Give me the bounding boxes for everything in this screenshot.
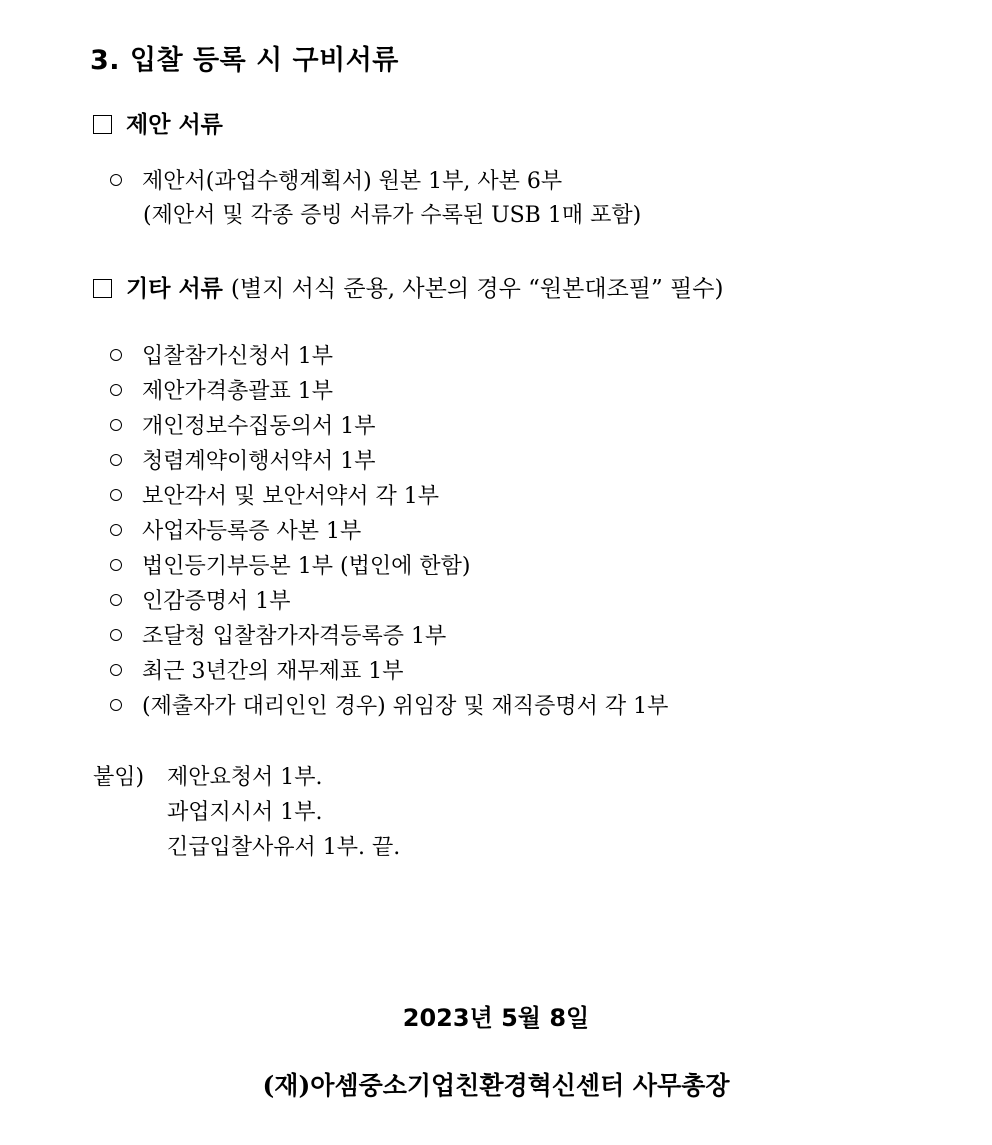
attachment-line: 긴급입찰사유서 1부. 끝. [167,835,401,860]
list-item: 제안서(과업수행계획서) 원본 1부, 사본 6부 [110,164,562,195]
list-item: 사업자등록증 사본 1부 [110,514,361,545]
circle-bullet-icon [110,349,122,361]
circle-bullet-icon [110,174,122,186]
document-date: 2023년 5월 8일 [402,1004,590,1032]
section-heading-label: 기타 서류 [126,275,223,302]
section-heading-other [93,270,723,303]
circle-bullet-icon [110,454,122,466]
list-item: 청렴계약이행서약서 1부 [110,444,376,475]
section-note: (별지 서식 준용, 사본의 경우 “원본대조필” 필수) [230,276,724,302]
circle-bullet-icon [110,559,122,571]
section-heading-label: 제안 서류 [126,111,223,138]
checkbox-square-icon [93,115,112,134]
circle-bullet-icon [110,664,122,676]
list-item: 조달청 입찰참가자격등록증 1부 [110,619,446,650]
circle-bullet-icon [110,594,122,606]
page-title: 3. 입찰 등록 시 구비서류 [90,45,399,76]
circle-bullet-icon [110,489,122,501]
circle-bullet-icon [110,384,122,396]
attachments-label: 붙임) [93,765,145,790]
list-item-continuation: (제안서 및 각종 증빙 서류가 수록된 USB 1매 포함) [143,203,642,228]
list-item: 제안가격총괄표 1부 [110,374,333,405]
attachment-line: 과업지시서 1부. [167,800,323,825]
list-item: 인감증명서 1부 [110,584,291,615]
circle-bullet-icon [110,524,122,536]
circle-bullet-icon [110,699,122,711]
list-item: 법인등기부등본 1부 (법인에 한함) [110,549,470,580]
issuer-signature: (재)아셈중소기업친환경혁신센터 사무총장 [262,1071,730,1100]
section-heading-proposal [93,106,223,139]
attachment-line: 제안요청서 1부. [167,765,323,790]
list-item: 개인정보수집동의서 1부 [110,409,376,440]
list-item: 최근 3년간의 재무제표 1부 [110,654,404,685]
checkbox-square-icon [93,279,112,298]
circle-bullet-icon [110,419,122,431]
list-item: (제출자가 대리인인 경우) 위임장 및 재직증명서 각 1부 [110,689,668,720]
list-item: 보안각서 및 보안서약서 각 1부 [110,479,439,510]
circle-bullet-icon [110,629,122,641]
list-item: 입찰참가신청서 1부 [110,339,333,370]
